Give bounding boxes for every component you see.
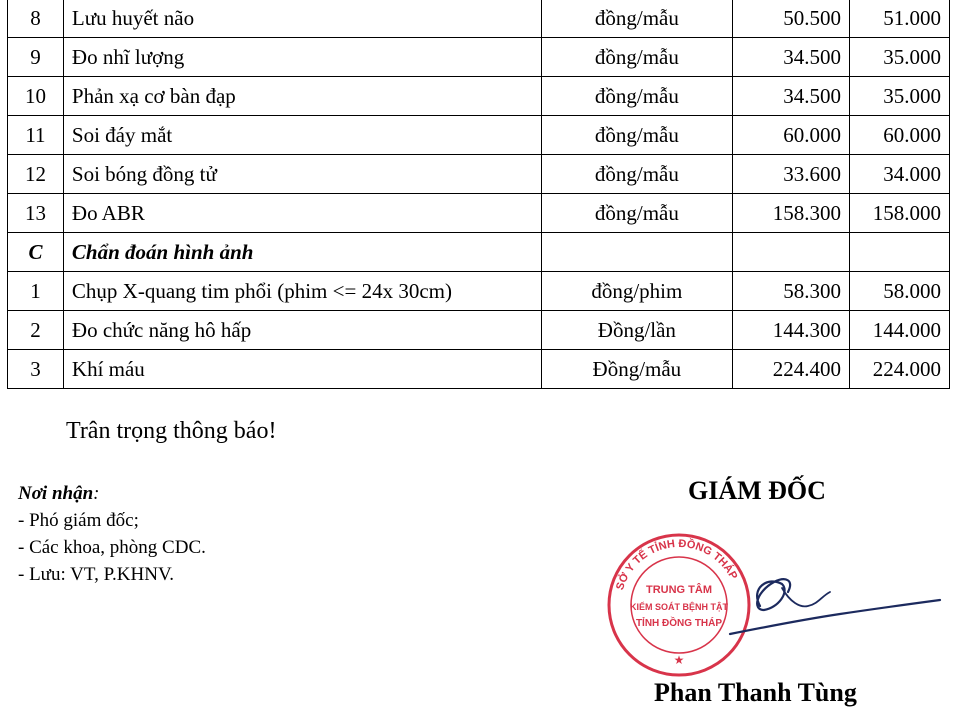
service-name: Soi bóng đồng tử [63, 155, 541, 194]
unit-cell: Đồng/mẫu [541, 350, 733, 389]
price-cell: 51.000 [850, 0, 950, 38]
table-row [8, 0, 950, 38]
table-row [8, 77, 950, 116]
unit-cell: đồng/mẫu [541, 155, 733, 194]
service-name: Chụp X-quang tim phổi (phim <= 24x 30cm) [63, 272, 541, 311]
row-number: 1 [8, 272, 64, 311]
svg-text:★: ★ [673, 653, 685, 667]
price-cell [850, 233, 950, 272]
recipients-title [18, 480, 206, 507]
price-cell: 224.400 [733, 350, 850, 389]
price-cell: 60.000 [850, 116, 950, 155]
unit-cell: đồng/phim [541, 272, 733, 311]
row-number: 13 [8, 194, 64, 233]
fee-table [7, 0, 950, 389]
price-cell: 158.300 [733, 194, 850, 233]
recipients-block [18, 480, 206, 588]
table-row [8, 272, 950, 311]
handwritten-signature [690, 548, 950, 658]
price-cell: 35.000 [850, 38, 950, 77]
svg-text:TỈNH ĐỒNG THÁP: TỈNH ĐỒNG THÁP [635, 618, 723, 629]
price-cell: 58.000 [850, 272, 950, 311]
recipients-title-text: Nơi nhận [18, 483, 94, 504]
section-row [8, 233, 950, 272]
unit-cell: đồng/mẫu [541, 194, 733, 233]
unit-cell [541, 233, 733, 272]
price-cell: 224.000 [850, 350, 950, 389]
price-cell: 144.300 [733, 311, 850, 350]
price-cell: 58.300 [733, 272, 850, 311]
service-name: Phản xạ cơ bàn đạp [63, 77, 541, 116]
row-number: C [8, 233, 64, 272]
row-number: 9 [8, 38, 64, 77]
director-title: GIÁM ĐỐC [688, 476, 826, 505]
table-row [8, 155, 950, 194]
price-cell: 34.000 [850, 155, 950, 194]
service-name: Soi đáy mắt [63, 116, 541, 155]
service-name: Đo nhĩ lượng [63, 38, 541, 77]
row-number: 2 [8, 311, 64, 350]
price-cell: 60.000 [733, 116, 850, 155]
price-cell [733, 233, 850, 272]
unit-cell: đồng/mẫu [541, 0, 733, 38]
recipient-item: - Các khoa, phòng CDC. [18, 537, 206, 558]
row-number: 3 [8, 350, 64, 389]
row-number: 12 [8, 155, 64, 194]
table-row [8, 116, 950, 155]
service-name: Khí máu [63, 350, 541, 389]
svg-text:KIỂM SOÁT BỆNH TẬT: KIỂM SOÁT BỆNH TẬT [630, 602, 728, 612]
unit-cell: Đồng/lần [541, 311, 733, 350]
unit-cell: đồng/mẫu [541, 77, 733, 116]
price-cell: 158.000 [850, 194, 950, 233]
table-row [8, 194, 950, 233]
row-number: 10 [8, 77, 64, 116]
price-cell: 35.000 [850, 77, 950, 116]
table-row [8, 311, 950, 350]
price-cell: 144.000 [850, 311, 950, 350]
service-name: Đo ABR [63, 194, 541, 233]
price-cell: 50.500 [733, 0, 850, 38]
signer-name: Phan Thanh Tùng [654, 678, 857, 707]
table-row [8, 38, 950, 77]
row-number: 11 [8, 116, 64, 155]
recipients-title-colon: : [93, 483, 100, 504]
closing-text: Trân trọng thông báo! [66, 418, 277, 444]
table-row [8, 350, 950, 389]
svg-text:TRUNG TÂM: TRUNG TÂM [646, 584, 712, 596]
price-cell: 34.500 [733, 77, 850, 116]
service-name: Lưu huyết não [63, 0, 541, 38]
service-name: Chẩn đoán hình ảnh [63, 233, 541, 272]
row-number: 8 [8, 0, 64, 38]
recipient-item: - Lưu: VT, P.KHNV. [18, 564, 174, 585]
unit-cell: đồng/mẫu [541, 38, 733, 77]
svg-text:SỞ Y TẾ TỈNH ĐỒNG THÁP: SỞ Y TẾ TỈNH ĐỒNG THÁP [614, 537, 740, 592]
price-cell: 33.600 [733, 155, 850, 194]
price-cell: 34.500 [733, 38, 850, 77]
unit-cell: đồng/mẫu [541, 116, 733, 155]
recipient-item: - Phó giám đốc; [18, 510, 139, 531]
service-name: Đo chức năng hô hấp [63, 311, 541, 350]
